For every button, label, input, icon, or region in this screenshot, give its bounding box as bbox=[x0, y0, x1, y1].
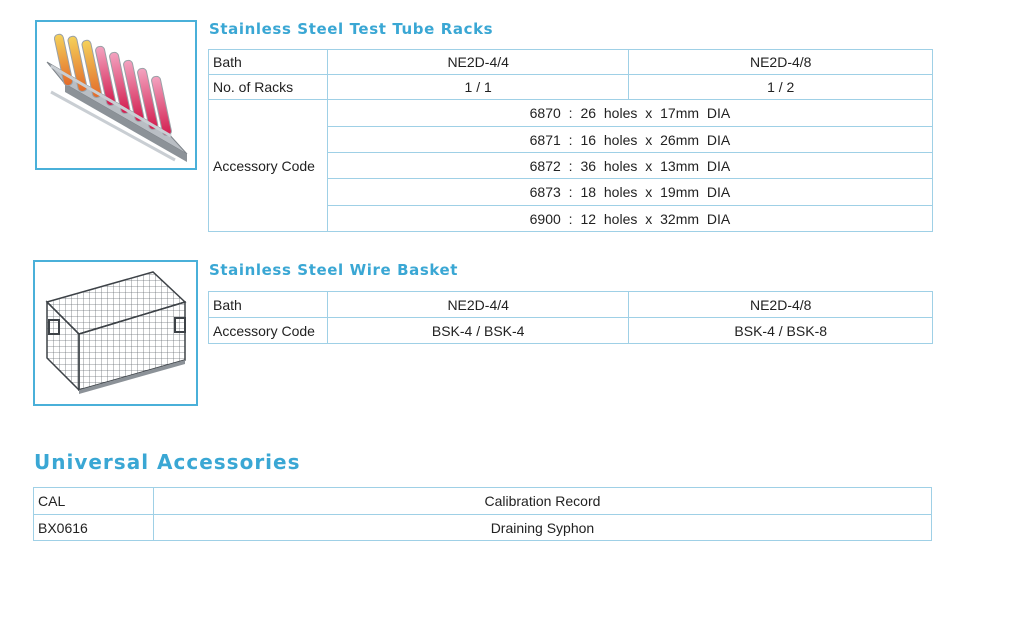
accessory-code-cell: 6870 : 26 holes x 17mm DIA bbox=[327, 100, 932, 127]
row-label: No. of Racks bbox=[209, 75, 328, 100]
accessory-code-cell: 6871 : 16 holes x 26mm DIA bbox=[327, 127, 932, 153]
row-label: Bath bbox=[209, 50, 328, 75]
table-cell: NE2D-4/8 bbox=[629, 292, 933, 318]
racks-table bbox=[208, 49, 933, 232]
row-label: Accessory Code bbox=[209, 318, 328, 344]
table-cell: BSK-4 / BSK-4 bbox=[327, 318, 629, 344]
table-cell: NE2D-4/8 bbox=[629, 50, 933, 75]
universal-section-title: Universal Accessories bbox=[34, 450, 301, 474]
accessory-code: BX0616 bbox=[34, 515, 154, 541]
universal-table bbox=[33, 487, 932, 541]
wire-basket-photo bbox=[33, 260, 198, 406]
table-cell: NE2D-4/4 bbox=[327, 292, 629, 318]
row-label: Accessory Code bbox=[209, 100, 328, 232]
row-label: Bath bbox=[209, 292, 328, 318]
table-cell: 1 / 1 bbox=[327, 75, 629, 100]
table-row bbox=[209, 318, 933, 344]
table-cell: 1 / 2 bbox=[629, 75, 933, 100]
table-row bbox=[209, 100, 933, 127]
test-tube-rack-photo bbox=[35, 20, 197, 170]
table-cell: NE2D-4/4 bbox=[327, 50, 629, 75]
accessory-code-cell: 6900 : 12 holes x 32mm DIA bbox=[327, 206, 932, 232]
basket-table bbox=[208, 291, 933, 344]
basket-section-title: Stainless Steel Wire Basket bbox=[209, 261, 459, 279]
table-row bbox=[209, 292, 933, 318]
accessory-description: Draining Syphon bbox=[153, 515, 931, 541]
test-tube-rack-image bbox=[37, 22, 195, 168]
table-cell: BSK-4 / BSK-8 bbox=[629, 318, 933, 344]
table-row bbox=[34, 488, 932, 515]
accessory-description: Calibration Record bbox=[153, 488, 931, 515]
table-row bbox=[34, 515, 932, 541]
table-row bbox=[209, 75, 933, 100]
table-row bbox=[209, 50, 933, 75]
racks-section-title: Stainless Steel Test Tube Racks bbox=[209, 20, 494, 38]
accessory-code-cell: 6872 : 36 holes x 13mm DIA bbox=[327, 153, 932, 179]
accessory-code: CAL bbox=[34, 488, 154, 515]
accessory-code-cell: 6873 : 18 holes x 19mm DIA bbox=[327, 179, 932, 206]
wire-basket-image bbox=[35, 262, 196, 404]
